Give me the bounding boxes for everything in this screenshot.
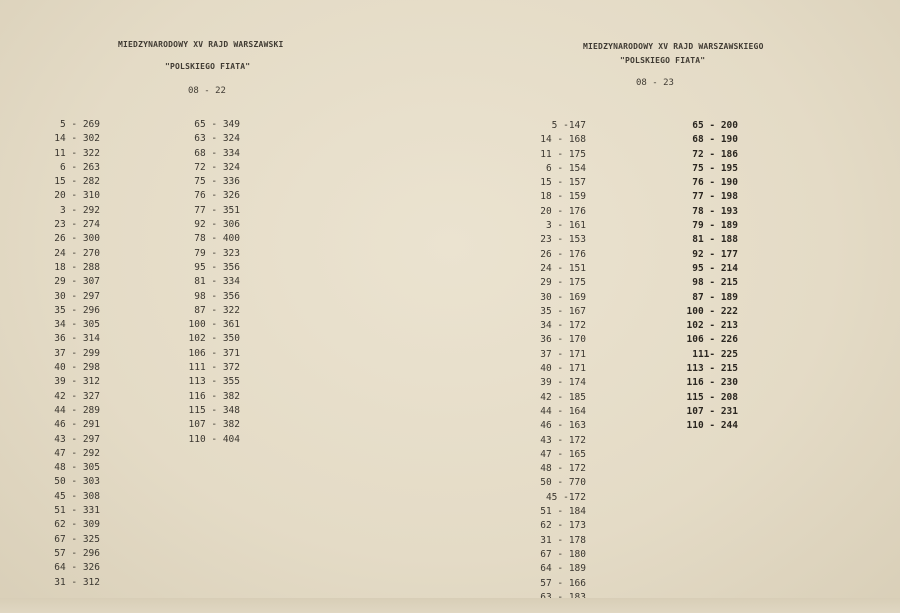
- result-entry: 48 - 172: [540, 463, 586, 475]
- right-title-line2: "POLSKIEGO FIATA": [620, 56, 706, 65]
- result-entry: 67 - 325: [54, 533, 100, 545]
- result-entry: 100 - 222: [686, 305, 738, 317]
- result-entry: 20 - 310: [54, 190, 100, 202]
- result-entry: 81 - 188: [692, 234, 738, 246]
- result-entry: 98 - 215: [692, 277, 738, 289]
- result-entry: 14 - 168: [540, 134, 586, 146]
- left-results-column-a: [48, 118, 100, 590]
- result-entry: 77 - 351: [194, 204, 240, 216]
- result-entry: 30 - 169: [540, 291, 586, 303]
- result-entry: 67 - 180: [540, 548, 586, 560]
- result-entry: 107 - 231: [686, 405, 738, 417]
- result-entry: 76 - 326: [194, 190, 240, 202]
- result-entry: 6 - 263: [59, 161, 100, 173]
- result-entry: 44 - 289: [54, 404, 100, 416]
- result-entry: 29 - 175: [540, 277, 586, 289]
- result-entry: 14 - 302: [54, 133, 100, 145]
- result-entry: 79 - 189: [692, 220, 738, 232]
- result-entry: 62 - 309: [54, 519, 100, 531]
- result-entry: 36 - 170: [540, 334, 586, 346]
- result-entry: 30 - 297: [54, 290, 100, 302]
- result-entry: 95 - 356: [194, 261, 240, 273]
- result-entry: 113 - 215: [686, 363, 738, 375]
- left-results-column-b: [180, 118, 240, 447]
- result-entry: 34 - 172: [540, 320, 586, 332]
- result-entry: 39 - 174: [540, 377, 586, 389]
- result-entry: 20 - 176: [540, 205, 586, 217]
- result-entry: 3 - 161: [545, 220, 586, 232]
- result-entry: 23 - 153: [540, 234, 586, 246]
- result-entry: 50 - 303: [54, 476, 100, 488]
- result-entry: 18 - 159: [540, 191, 586, 203]
- result-entry: 110 - 404: [188, 433, 240, 445]
- result-entry: 57 - 166: [540, 577, 586, 589]
- result-entry: 45 -172: [545, 491, 586, 503]
- result-entry: 63 - 324: [194, 133, 240, 145]
- result-entry: 79 - 323: [194, 247, 240, 259]
- result-entry: 43 - 297: [54, 433, 100, 445]
- result-entry: 62 - 173: [540, 520, 586, 532]
- result-entry: 48 - 305: [54, 462, 100, 474]
- result-entry: 29 - 307: [54, 276, 100, 288]
- left-title-line2: "POLSKIEGO FIATA": [165, 62, 251, 71]
- result-entry: 47 - 292: [54, 447, 100, 459]
- result-entry: 11 - 175: [540, 148, 586, 160]
- result-entry: 47 - 165: [540, 448, 586, 460]
- result-entry: 92 - 306: [194, 219, 240, 231]
- page-bottom-edge: [0, 598, 900, 613]
- result-entry: 106 - 371: [188, 347, 240, 359]
- result-entry: 36 - 314: [54, 333, 100, 345]
- result-entry: 39 - 312: [54, 376, 100, 388]
- result-entry: 24 - 151: [540, 262, 586, 274]
- result-entry: 42 - 185: [540, 391, 586, 403]
- result-entry: 42 - 327: [54, 390, 100, 402]
- result-entry: 45 - 308: [54, 490, 100, 502]
- result-entry: 113 - 355: [188, 376, 240, 388]
- result-entry: 23 - 274: [54, 219, 100, 231]
- result-entry: 6 - 154: [545, 162, 586, 174]
- result-entry: 64 - 189: [540, 563, 586, 575]
- result-entry: 95 - 214: [692, 262, 738, 274]
- result-entry: 100 - 361: [188, 319, 240, 331]
- right-results-column-a: [530, 119, 586, 605]
- result-entry: 65 - 200: [692, 120, 738, 131]
- result-entry: 116 - 230: [686, 377, 738, 389]
- result-entry: 35 - 167: [540, 305, 586, 317]
- result-entry: 5 - 269: [59, 119, 100, 130]
- result-entry: 87 - 322: [194, 304, 240, 316]
- right-date: 08 - 23: [636, 78, 674, 88]
- result-entry: 102 - 213: [686, 320, 738, 332]
- result-entry: 68 - 190: [692, 134, 738, 146]
- right-title-line1: MIEDZYNARODOWY XV RAJD WARSZAWSKIEGO: [583, 42, 764, 51]
- result-entry: 15 - 282: [54, 176, 100, 188]
- result-entry: 50 - 770: [540, 477, 586, 489]
- result-entry: 111- 225: [692, 348, 738, 360]
- result-entry: 78 - 400: [194, 233, 240, 245]
- result-entry: 64 - 326: [54, 562, 100, 574]
- result-entry: 115 - 208: [686, 391, 738, 403]
- result-entry: 34 - 305: [54, 319, 100, 331]
- result-entry: 57 - 296: [54, 547, 100, 559]
- result-entry: 24 - 270: [54, 247, 100, 259]
- result-entry: 110 - 244: [686, 420, 738, 432]
- result-entry: 37 - 299: [54, 347, 100, 359]
- result-entry: 107 - 382: [188, 419, 240, 431]
- result-entry: 15 - 157: [540, 177, 586, 189]
- result-entry: 35 - 296: [54, 304, 100, 316]
- result-entry: 11 - 322: [54, 147, 100, 159]
- result-entry: 76 - 190: [692, 177, 738, 189]
- result-entry: 75 - 336: [194, 176, 240, 188]
- result-entry: 115 - 348: [188, 404, 240, 416]
- result-entry: 46 - 163: [540, 420, 586, 432]
- result-entry: 77 - 198: [692, 191, 738, 203]
- result-entry: 111 - 372: [188, 362, 240, 374]
- result-entry: 78 - 193: [692, 205, 738, 217]
- result-entry: 81 - 334: [194, 276, 240, 288]
- result-entry: 68 - 334: [194, 147, 240, 159]
- result-entry: 102 - 350: [188, 333, 240, 345]
- result-entry: 31 - 178: [540, 534, 586, 546]
- left-date: 08 - 22: [188, 86, 226, 96]
- result-entry: 43 - 172: [540, 434, 586, 446]
- result-entry: 51 - 184: [540, 506, 586, 518]
- result-entry: 98 - 356: [194, 290, 240, 302]
- right-results-column-b: [676, 119, 738, 434]
- result-entry: 106 - 226: [686, 334, 738, 346]
- result-entry: 40 - 171: [540, 363, 586, 375]
- result-entry: 5 -147: [551, 120, 586, 131]
- result-entry: 51 - 331: [54, 505, 100, 517]
- result-entry: 92 - 177: [692, 248, 738, 260]
- result-entry: 87 - 189: [692, 291, 738, 303]
- result-entry: 65 - 349: [194, 119, 240, 130]
- result-entry: 116 - 382: [188, 390, 240, 402]
- result-entry: 75 - 195: [692, 162, 738, 174]
- result-entry: 37 - 171: [540, 348, 586, 360]
- result-entry: 3 - 292: [59, 204, 100, 216]
- result-entry: 44 - 164: [540, 405, 586, 417]
- result-entry: 72 - 186: [692, 148, 738, 160]
- result-entry: 46 - 291: [54, 419, 100, 431]
- left-title-line1: MIEDZYNARODOWY XV RAJD WARSZAWSKI: [118, 40, 284, 49]
- result-entry: 26 - 176: [540, 248, 586, 260]
- result-entry: 40 - 298: [54, 362, 100, 374]
- result-entry: 18 - 288: [54, 261, 100, 273]
- result-entry: 26 - 300: [54, 233, 100, 245]
- result-entry: 72 - 324: [194, 161, 240, 173]
- result-entry: 31 - 312: [54, 576, 100, 588]
